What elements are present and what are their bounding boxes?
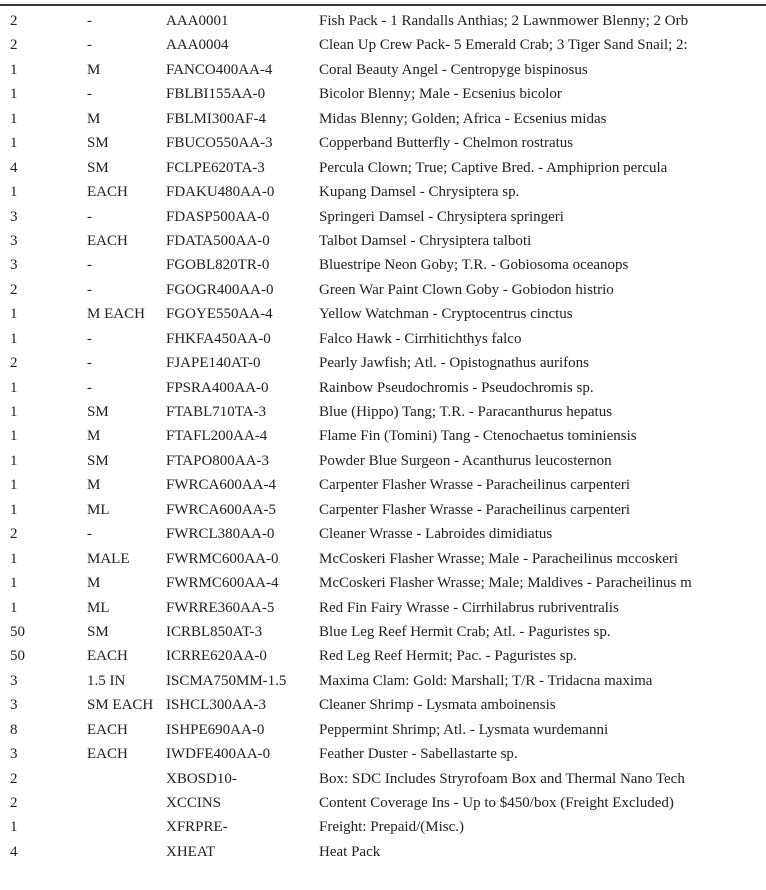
description-cell: Powder Blue Surgeon - Acanthurus leucosternon (319, 452, 612, 469)
description-cell: Red Leg Reef Hermit; Pac. - Paguristes sp. (319, 648, 577, 665)
description-cell: Carpenter Flasher Wrasse - Paracheilinus carpenteri (319, 477, 631, 494)
description-cell: Falco Hawk - Cirrhitichthys falco (319, 330, 522, 347)
table-row-19 (0, 449, 766, 473)
sku-cell: FGOGR400AA-0 (166, 281, 274, 298)
quantity-cell: 1 (10, 477, 18, 494)
table-row-21 (0, 498, 766, 522)
table-row-5 (0, 107, 766, 131)
sku-cell: AAA0004 (166, 37, 229, 54)
size-cell: MALE (87, 550, 130, 567)
quantity-cell: 50 (10, 623, 25, 640)
description-cell: McCoskeri Flasher Wrasse; Male - Paracheilinus mccoskeri (319, 550, 679, 567)
sku-cell: FWRCA600AA-4 (166, 477, 277, 494)
size-cell: ML (87, 599, 110, 616)
description-cell: Bluestripe Neon Goby; T.R. - Gobiosoma oceanops (319, 257, 629, 274)
quantity-cell: 50 (10, 648, 25, 665)
table-row-31 (0, 742, 766, 766)
quantity-cell: 3 (10, 232, 18, 249)
sku-cell: FWRCL380AA-0 (166, 526, 275, 543)
description-cell: McCoskeri Flasher Wrasse; Male; Maldives - Paracheilinus m (319, 575, 692, 592)
size-cell: - (87, 379, 92, 396)
sku-cell: FPSRA400AA-0 (166, 379, 269, 396)
table-row-24 (0, 571, 766, 595)
sku-cell: FTAFL200AA-4 (166, 428, 268, 445)
sku-cell: AAA0001 (166, 13, 229, 29)
sku-cell: FBLMI300AF-4 (166, 110, 267, 127)
sku-cell: FWRMC600AA-4 (166, 575, 279, 592)
quantity-cell: 1 (10, 550, 18, 567)
quantity-cell: 2 (10, 281, 18, 298)
table-row-2 (0, 33, 766, 57)
quantity-cell: 1 (10, 135, 18, 152)
quantity-cell: 1 (10, 575, 18, 592)
quantity-cell: 8 (10, 721, 18, 738)
quantity-cell: 1 (10, 819, 18, 836)
table-row-23 (0, 547, 766, 571)
quantity-cell: 3 (10, 746, 18, 763)
table-row-25 (0, 596, 766, 620)
description-cell: Flame Fin (Tomini) Tang - Ctenochaetus tominiensis (319, 428, 637, 445)
size-cell: - (87, 257, 92, 274)
size-cell: SM EACH (87, 697, 154, 714)
quantity-cell: 3 (10, 208, 18, 225)
table-row-11 (0, 253, 766, 277)
description-cell: Content Coverage Ins - Up to $450/box (Freight Excluded) (319, 795, 674, 811)
size-cell: M (87, 428, 101, 445)
sku-cell: XHEAT (166, 843, 216, 860)
table-row-35 (0, 840, 766, 864)
quantity-cell: 2 (10, 526, 18, 543)
table-row-9 (0, 205, 766, 229)
sku-cell: XBOSD10- (166, 770, 237, 787)
size-cell: - (87, 13, 92, 29)
sku-cell: IWDFE400AA-0 (166, 746, 271, 763)
table-row-15 (0, 351, 766, 375)
order-line-items-table (0, 9, 766, 864)
size-cell: SM (87, 159, 109, 176)
table-row-30 (0, 718, 766, 742)
size-cell: ML (87, 501, 110, 518)
table-row-4 (0, 82, 766, 106)
description-cell: Fish Pack - 1 Randalls Anthias; 2 Lawnmower Blenny; 2 Orb (319, 13, 689, 29)
sku-cell: FWRCA600AA-5 (166, 501, 277, 518)
table-row-13 (0, 302, 766, 326)
size-cell: M (87, 110, 101, 127)
quantity-cell: 2 (10, 13, 18, 29)
description-cell: Green War Paint Clown Goby - Gobiodon histrio (319, 281, 614, 298)
table-row-34 (0, 815, 766, 839)
table-row-12 (0, 278, 766, 302)
table-row-3 (0, 58, 766, 82)
sku-cell: FANCO400AA-4 (166, 61, 273, 78)
size-cell: EACH (87, 648, 128, 665)
description-cell: Bicolor Blenny; Male - Ecsenius bicolor (319, 86, 562, 103)
quantity-cell: 4 (10, 843, 18, 860)
sku-cell: XCCINS (166, 795, 222, 811)
table-row-10 (0, 229, 766, 253)
table-row-14 (0, 327, 766, 351)
sku-cell: ICRBL850AT-3 (166, 623, 263, 640)
sku-cell: FJAPE140AT-0 (166, 355, 261, 372)
sku-cell: FGOYE550AA-4 (166, 306, 273, 323)
description-cell: Blue (Hippo) Tang; T.R. - Paracanthurus hepatus (319, 404, 613, 420)
sku-cell: ISHPE690AA-0 (166, 721, 265, 738)
size-cell: SM (87, 135, 109, 152)
quantity-cell: 1 (10, 306, 18, 323)
description-cell: Carpenter Flasher Wrasse - Paracheilinus carpenteri (319, 501, 631, 518)
description-cell: Feather Duster - Sabellastarte sp. (319, 746, 518, 763)
table-row-16 (0, 376, 766, 400)
size-cell: SM (87, 623, 109, 640)
description-cell: Clean Up Crew Pack- 5 Emerald Crab; 3 Tiger Sand Snail; 2: (319, 37, 688, 54)
top-rule-divider (0, 4, 766, 6)
quantity-cell: 1 (10, 330, 18, 347)
table-row-20 (0, 473, 766, 497)
sku-cell: XFRPRE- (166, 819, 228, 836)
table-row-27 (0, 644, 766, 668)
quantity-cell: 1 (10, 501, 18, 518)
size-cell: - (87, 281, 92, 298)
sku-cell: FBLBI155AA-0 (166, 86, 266, 103)
sku-cell: FWRMC600AA-0 (166, 550, 279, 567)
sku-cell: ISHCL300AA-3 (166, 697, 266, 714)
description-cell: Talbot Damsel - Chrysiptera talboti (319, 232, 532, 249)
table-row-17 (0, 400, 766, 424)
quantity-cell: 1 (10, 379, 18, 396)
quantity-cell: 3 (10, 697, 18, 714)
description-cell: Cleaner Wrasse - Labroides dimidiatus (319, 526, 553, 543)
table-row-6 (0, 131, 766, 155)
size-cell: M (87, 477, 101, 494)
table-row-7 (0, 156, 766, 180)
table-row-26 (0, 620, 766, 644)
quantity-cell: 1 (10, 61, 18, 78)
size-cell: EACH (87, 184, 128, 201)
size-cell: EACH (87, 232, 128, 249)
description-cell: Coral Beauty Angel - Centropyge bispinosus (319, 61, 588, 78)
description-cell: Red Fin Fairy Wrasse - Cirrhilabrus rubriventralis (319, 599, 619, 616)
quantity-cell: 1 (10, 184, 18, 201)
sku-cell: FBUCO550AA-3 (166, 135, 273, 152)
sku-cell: FTAPO800AA-3 (166, 452, 269, 469)
sku-cell: FWRRE360AA-5 (166, 599, 275, 616)
description-cell: Rainbow Pseudochromis - Pseudochromis sp. (319, 379, 594, 396)
sku-cell: FTABL710TA-3 (166, 404, 267, 420)
sku-cell: FDAKU480AA-0 (166, 184, 275, 201)
table-row-29 (0, 693, 766, 717)
quantity-cell: 1 (10, 452, 18, 469)
description-cell: Blue Leg Reef Hermit Crab; Atl. - Paguristes sp. (319, 623, 611, 640)
size-cell: SM (87, 404, 109, 420)
size-cell: - (87, 208, 92, 225)
size-cell: - (87, 355, 92, 372)
description-cell: Copperband Butterfly - Chelmon rostratus (319, 135, 574, 152)
table-row-8 (0, 180, 766, 204)
sku-cell: FHKFA450AA-0 (166, 330, 271, 347)
size-cell: M EACH (87, 306, 145, 323)
sku-cell: FDATA500AA-0 (166, 232, 270, 249)
table-row-22 (0, 522, 766, 546)
quantity-cell: 1 (10, 110, 18, 127)
table-row-32 (0, 767, 766, 791)
size-cell: M (87, 575, 101, 592)
size-cell: - (87, 86, 92, 103)
table-row-18 (0, 424, 766, 448)
quantity-cell: 3 (10, 257, 18, 274)
description-cell: Percula Clown; True; Captive Bred. - Amphiprion percula (319, 159, 668, 176)
quantity-cell: 3 (10, 672, 18, 689)
description-cell: Midas Blenny; Golden; Africa - Ecsenius midas (319, 110, 607, 127)
description-cell: Box: SDC Includes Stryrofoam Box and Thermal Nano Tech (319, 770, 685, 787)
sku-cell: FDASP500AA-0 (166, 208, 270, 225)
description-cell: Freight: Prepaid/(Misc.) (319, 819, 464, 836)
quantity-cell: 4 (10, 159, 18, 176)
sku-cell: ICRRE620AA-0 (166, 648, 267, 665)
sku-cell: FCLPE620TA-3 (166, 159, 265, 176)
quantity-cell: 2 (10, 37, 18, 54)
quantity-cell: 1 (10, 428, 18, 445)
quantity-cell: 1 (10, 599, 18, 616)
size-cell: EACH (87, 721, 128, 738)
sku-cell: ISCMA750MM-1.5 (166, 672, 287, 689)
description-cell: Maxima Clam: Gold: Marshall; T/R - Tridacna maxima (319, 672, 653, 689)
quantity-cell: 2 (10, 355, 18, 372)
description-cell: Pearly Jawfish; Atl. - Opistognathus aurifons (319, 355, 589, 372)
description-cell: Yellow Watchman - Cryptocentrus cinctus (319, 306, 573, 323)
size-cell: EACH (87, 746, 128, 763)
sku-cell: FGOBL820TR-0 (166, 257, 270, 274)
description-cell: Springeri Damsel - Chrysiptera springeri (319, 208, 564, 225)
size-cell: - (87, 330, 92, 347)
size-cell: M (87, 61, 101, 78)
quantity-cell: 2 (10, 795, 18, 811)
size-cell: - (87, 37, 92, 54)
quantity-cell: 1 (10, 404, 18, 420)
size-cell: - (87, 526, 92, 543)
description-cell: Kupang Damsel - Chrysiptera sp. (319, 184, 520, 201)
description-cell: Peppermint Shrimp; Atl. - Lysmata wurdemanni (319, 721, 609, 738)
size-cell: SM (87, 452, 109, 469)
description-cell: Cleaner Shrimp - Lysmata amboinensis (319, 697, 556, 714)
table-row-28 (0, 669, 766, 693)
quantity-cell: 2 (10, 770, 18, 787)
quantity-cell: 1 (10, 86, 18, 103)
size-cell: 1.5 IN (87, 672, 126, 689)
table-row-1 (0, 9, 766, 33)
description-cell: Heat Pack (319, 843, 381, 860)
table-row-33 (0, 791, 766, 815)
